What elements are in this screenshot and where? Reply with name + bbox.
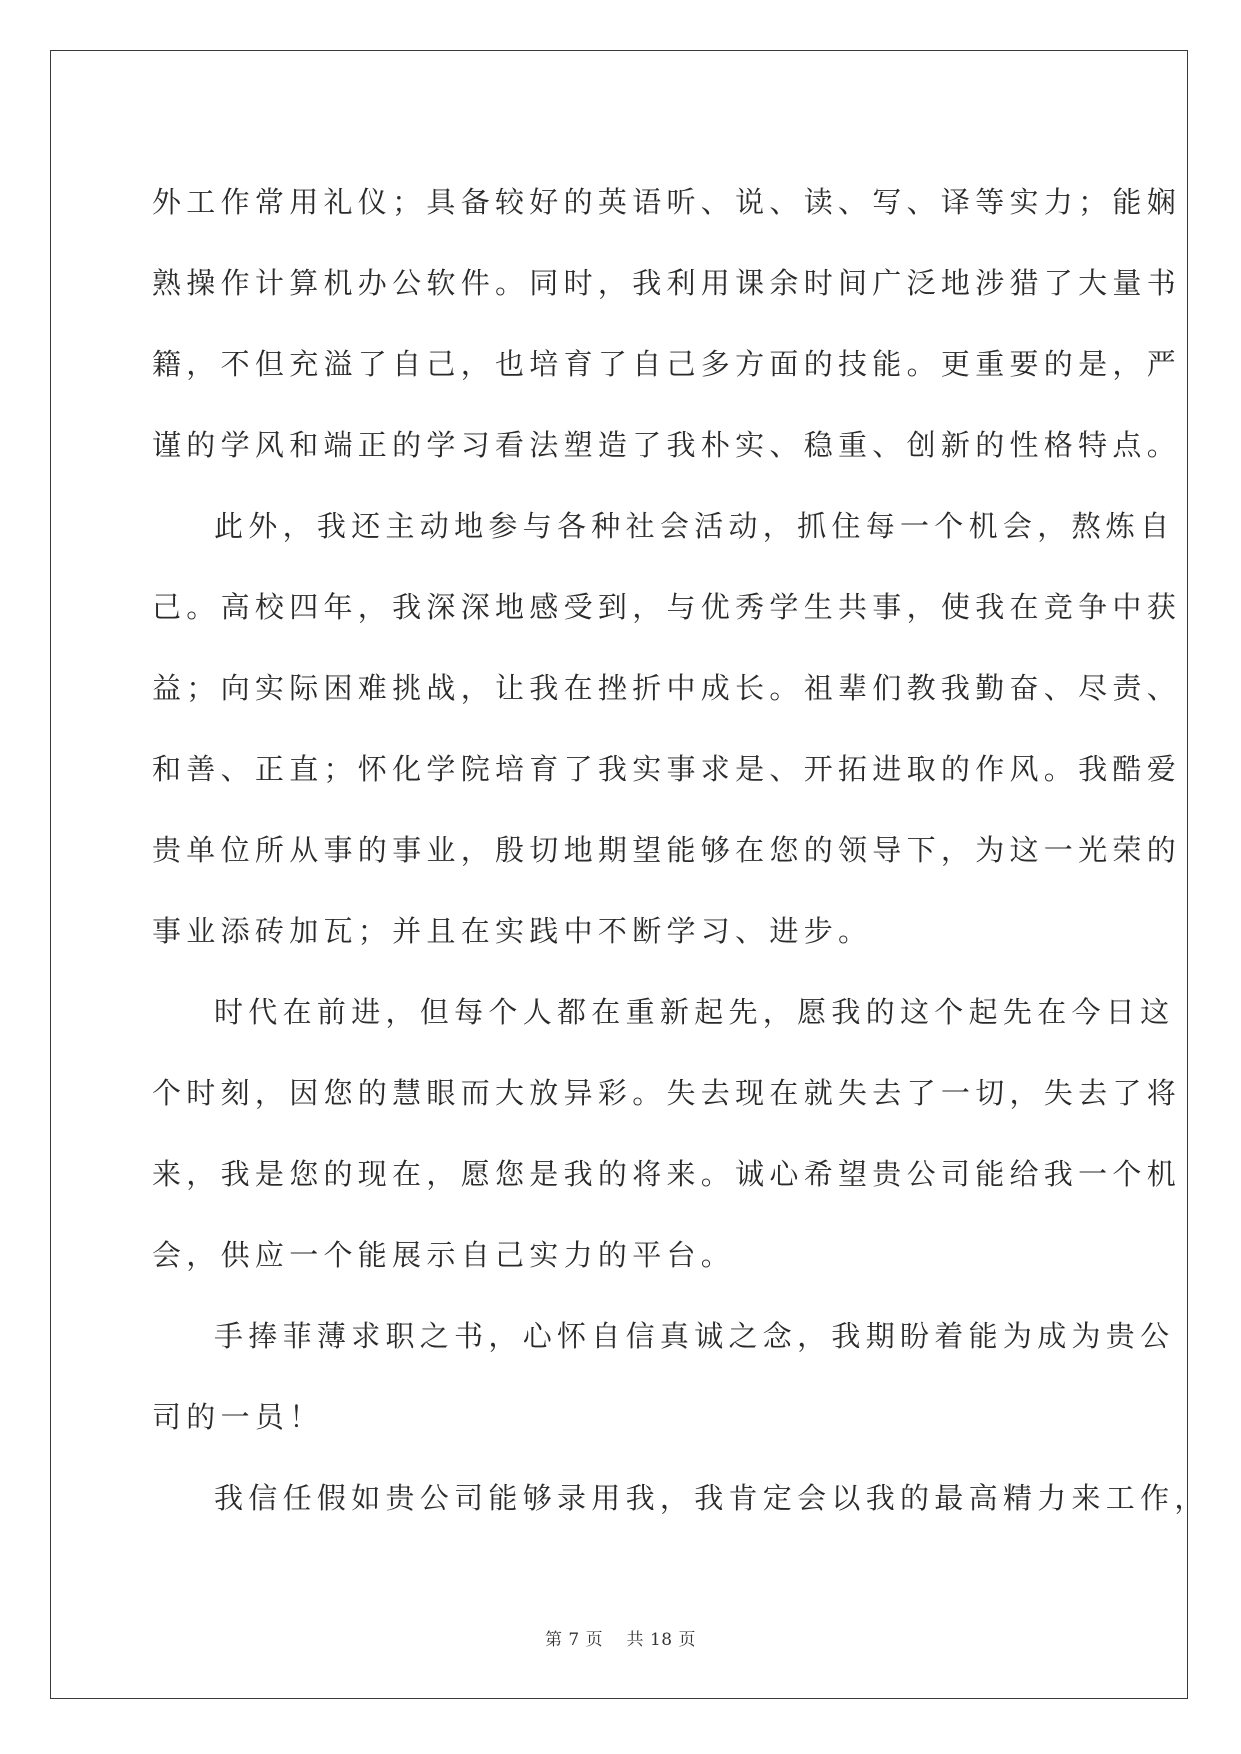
text-line: 会，供应一个能展示自己实力的平台。 — [152, 1238, 736, 1272]
text-line: 熟操作计算机办公软件。同时，我利用课余时间广泛地涉猎了大量书 — [152, 266, 1182, 300]
text-line: 司的一员！ — [152, 1400, 324, 1434]
page-number-footer: 第 7 页 共 18 页 — [545, 1630, 696, 1650]
paragraph-first-line: 此外，我还主动地参与各种社会活动，抓住每一个机会，熬炼自 — [214, 509, 1175, 543]
text-line: 和善、正直；怀化学院培育了我实事求是、开拓进取的作风。我酷爱 — [152, 752, 1182, 786]
text-line: 籍，不但充溢了自己，也培育了自己多方面的技能。更重要的是，严 — [152, 347, 1182, 381]
text-line: 个时刻，因您的慧眼而大放异彩。失去现在就失去了一切，失去了将 — [152, 1076, 1182, 1110]
paragraph-first-line: 我信任假如贵公司能够录用我，我肯定会以我的最高精力来工作， — [214, 1481, 1209, 1515]
paragraph-first-line: 时代在前进，但每个人都在重新起先，愿我的这个起先在今日这 — [214, 995, 1175, 1029]
text-line: 己。高校四年，我深深地感受到，与优秀学生共事，使我在竞争中获 — [152, 590, 1182, 624]
text-line: 贵单位所从事的事业，殷切地期望能够在您的领导下，为这一光荣的 — [152, 833, 1182, 867]
text-line: 外工作常用礼仪；具备较好的英语听、说、读、写、译等实力；能娴 — [152, 185, 1182, 219]
paragraph-first-line: 手捧菲薄求职之书，心怀自信真诚之念，我期盼着能为成为贵公 — [214, 1319, 1175, 1353]
text-line: 来，我是您的现在，愿您是我的将来。诚心希望贵公司能给我一个机 — [152, 1157, 1182, 1191]
text-line: 益；向实际困难挑战，让我在挫折中成长。祖辈们教我勤奋、尽责、 — [152, 671, 1182, 705]
text-line: 事业添砖加瓦；并且在实践中不断学习、进步。 — [152, 914, 873, 948]
document-body — [152, 162, 1209, 1539]
text-line: 谨的学风和端正的学习看法塑造了我朴实、稳重、创新的性格特点。 — [152, 428, 1182, 462]
